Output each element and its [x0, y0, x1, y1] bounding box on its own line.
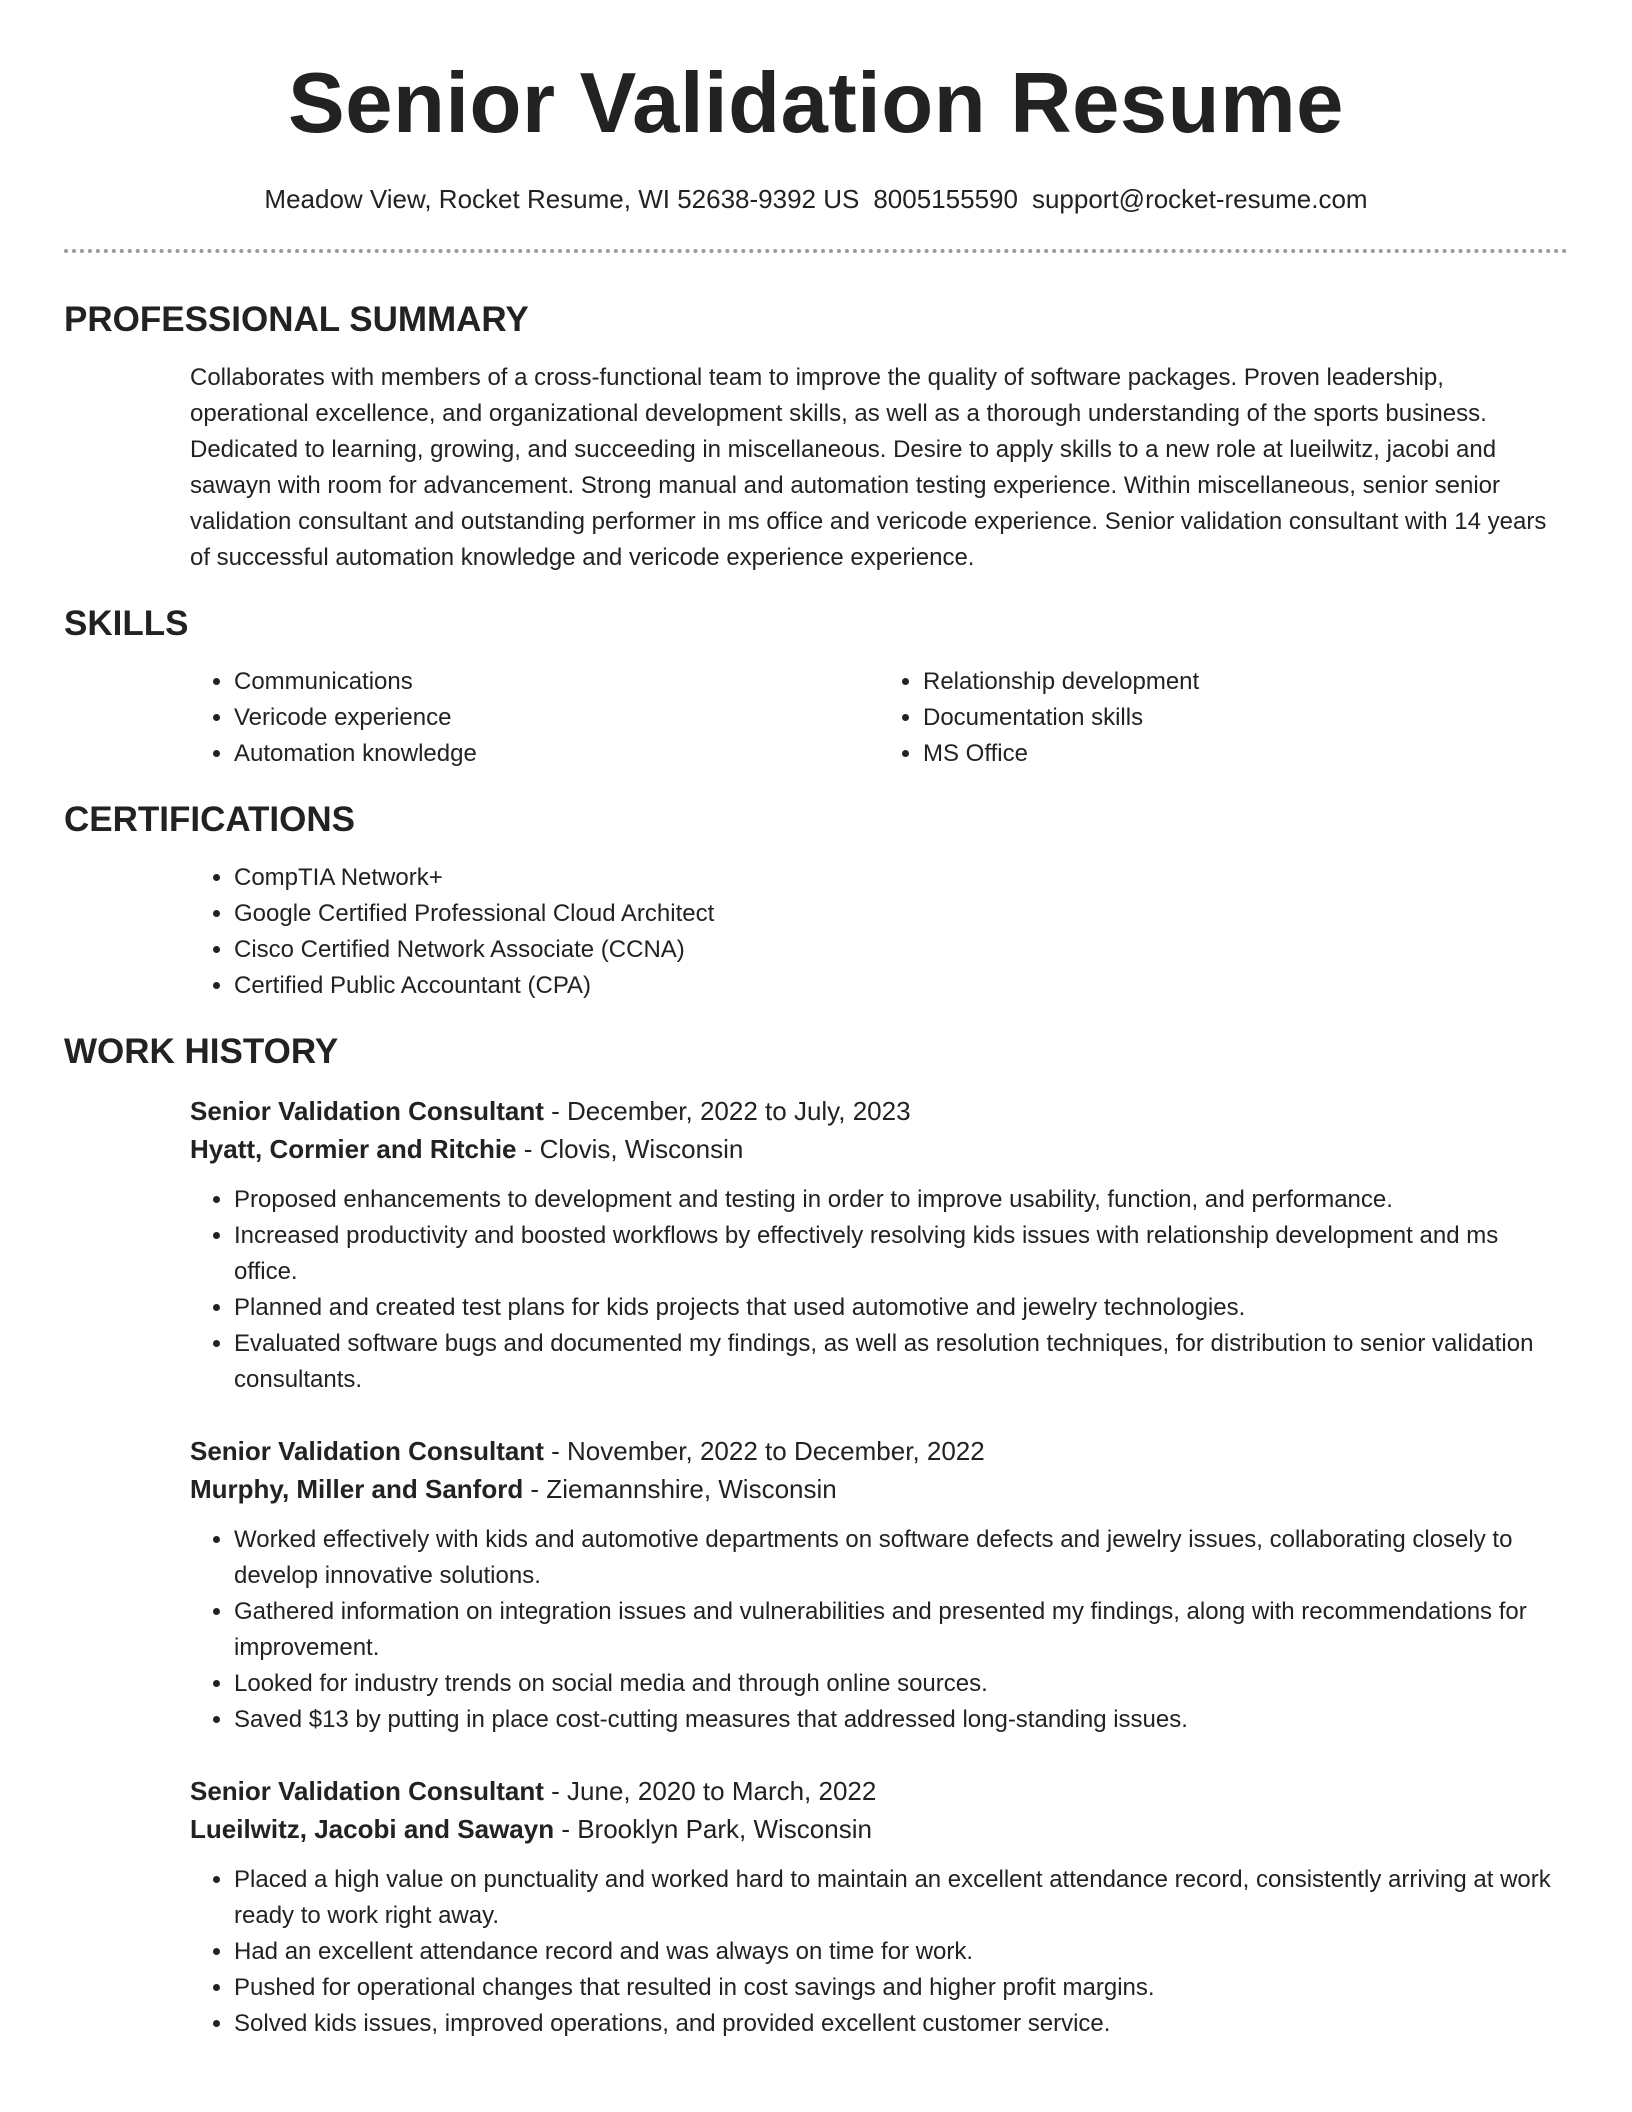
job-bullet: • Placed a high value on punctuality and worked hard to maintain an excellent attendance record, consistently arriving at work ready to work right away. — [234, 1862, 1568, 1934]
certifications-list — [190, 860, 1568, 1004]
job-bullet: • Evaluated software bugs and documented my findings, as well as resolution techniques, for distribution to senior validation consultants. — [234, 1326, 1568, 1398]
header-divider — [64, 249, 1568, 253]
job-bullet: • Increased productivity and boosted workflows by effectively resolving kids issues with relationship development and ms office. — [234, 1218, 1568, 1290]
job-title: Senior Validation Consultant — [190, 1776, 544, 1806]
resume-title: Senior Validation Resume — [288, 56, 1344, 151]
job-company-line — [190, 1470, 1568, 1508]
contact-address: Meadow View, Rocket Resume, WI 52638-9392 US — [264, 184, 860, 214]
job-title: Senior Validation Consultant — [190, 1436, 544, 1466]
job-title: Senior Validation Consultant — [190, 1096, 544, 1126]
certification-item: • Certified Public Accountant (CPA) — [234, 968, 1568, 1004]
summary-text: Collaborates with members of a cross-functional team to improve the quality of software packages. Proven leadership, operational excellence, and organizational development skills, as well as a thorough understanding of the sports business. Dedicated to learning, growing, and succeeding in miscellaneous. Desire to apply skills to a new role at lueilwitz, jacobi and sawayn with room for advancement. Strong manual and automation testing experience. Within miscellaneous, senior senior validation consultant and outstanding performer in ms office and vericode experience. Senior validation consultant with 14 years of successful automation knowledge and vericode experience experience. — [190, 364, 1547, 571]
job-bullets — [190, 1182, 1568, 1398]
contact-email: support@rocket-resume.com — [1031, 184, 1368, 214]
work-history-section — [64, 1030, 1568, 2042]
skills-list-right — [879, 664, 1568, 772]
work-history-heading: WORK HISTORY — [64, 1032, 339, 1071]
summary-section — [64, 298, 1568, 576]
job-company: Murphy, Miller and Sanford — [190, 1474, 524, 1504]
job-company: Hyatt, Cormier and Ritchie — [190, 1134, 517, 1164]
skill-item: • Communications — [234, 664, 879, 700]
certification-item: • CompTIA Network+ — [234, 860, 1568, 896]
job-title-line — [190, 1092, 1568, 1130]
resume-content — [64, 298, 1568, 2076]
job-bullet: • Proposed enhancements to development and testing in order to improve usability, function, and performance. — [234, 1182, 1568, 1218]
job-title-line — [190, 1432, 1568, 1470]
job-company-line — [190, 1810, 1568, 1848]
job-bullet: • Gathered information on integration issues and vulnerabilities and presented my findings, along with recommendations for improvement. — [234, 1594, 1568, 1666]
skills-section — [64, 602, 1568, 772]
job-bullet: • Saved $13 by putting in place cost-cutting measures that addressed long-standing issues. — [234, 1702, 1568, 1738]
job-dates: - November, 2022 to December, 2022 — [543, 1436, 985, 1466]
job-bullet: • Worked effectively with kids and automotive departments on software defects and jewelry issues, collaborating closely to develop innovative solutions. — [234, 1522, 1568, 1594]
skill-item: • Documentation skills — [923, 700, 1568, 736]
certification-item: • Google Certified Professional Cloud Architect — [234, 896, 1568, 932]
skill-item: • Vericode experience — [234, 700, 879, 736]
job-company-line — [190, 1130, 1568, 1168]
job-entry — [190, 1432, 1568, 1738]
job-location: - Clovis, Wisconsin — [516, 1134, 744, 1164]
job-bullet: • Pushed for operational changes that resulted in cost savings and higher profit margins. — [234, 1970, 1568, 2006]
job-bullet: • Had an excellent attendance record and was always on time for work. — [234, 1934, 1568, 1970]
job-entry — [190, 1772, 1568, 2042]
skill-item: • Automation knowledge — [234, 736, 879, 772]
contact-phone: 8005155590 — [873, 184, 1018, 214]
skills-list-left — [190, 664, 879, 772]
certifications-section — [64, 798, 1568, 1004]
certification-item: • Cisco Certified Network Associate (CCNA) — [234, 932, 1568, 968]
job-location: - Brooklyn Park, Wisconsin — [554, 1814, 872, 1844]
job-bullets — [190, 1522, 1568, 1738]
summary-heading: PROFESSIONAL SUMMARY — [64, 300, 529, 339]
contact-line — [64, 182, 1568, 216]
certifications-heading: CERTIFICATIONS — [64, 800, 356, 839]
skill-item: • MS Office — [923, 736, 1568, 772]
job-title-line — [190, 1772, 1568, 1810]
job-bullet: • Planned and created test plans for kids projects that used automotive and jewelry technologies. — [234, 1290, 1568, 1326]
job-bullets — [190, 1862, 1568, 2042]
job-dates: - December, 2022 to July, 2023 — [543, 1096, 911, 1126]
skill-item: • Relationship development — [923, 664, 1568, 700]
job-dates: - June, 2020 to March, 2022 — [543, 1776, 877, 1806]
job-bullet: • Looked for industry trends on social media and through online sources. — [234, 1666, 1568, 1702]
job-bullet: • Solved kids issues, improved operations, and provided excellent customer service. — [234, 2006, 1568, 2042]
skills-heading: SKILLS — [64, 604, 189, 643]
job-company: Lueilwitz, Jacobi and Sawayn — [190, 1814, 555, 1844]
job-entry — [190, 1092, 1568, 1398]
job-location: - Ziemannshire, Wisconsin — [523, 1474, 837, 1504]
